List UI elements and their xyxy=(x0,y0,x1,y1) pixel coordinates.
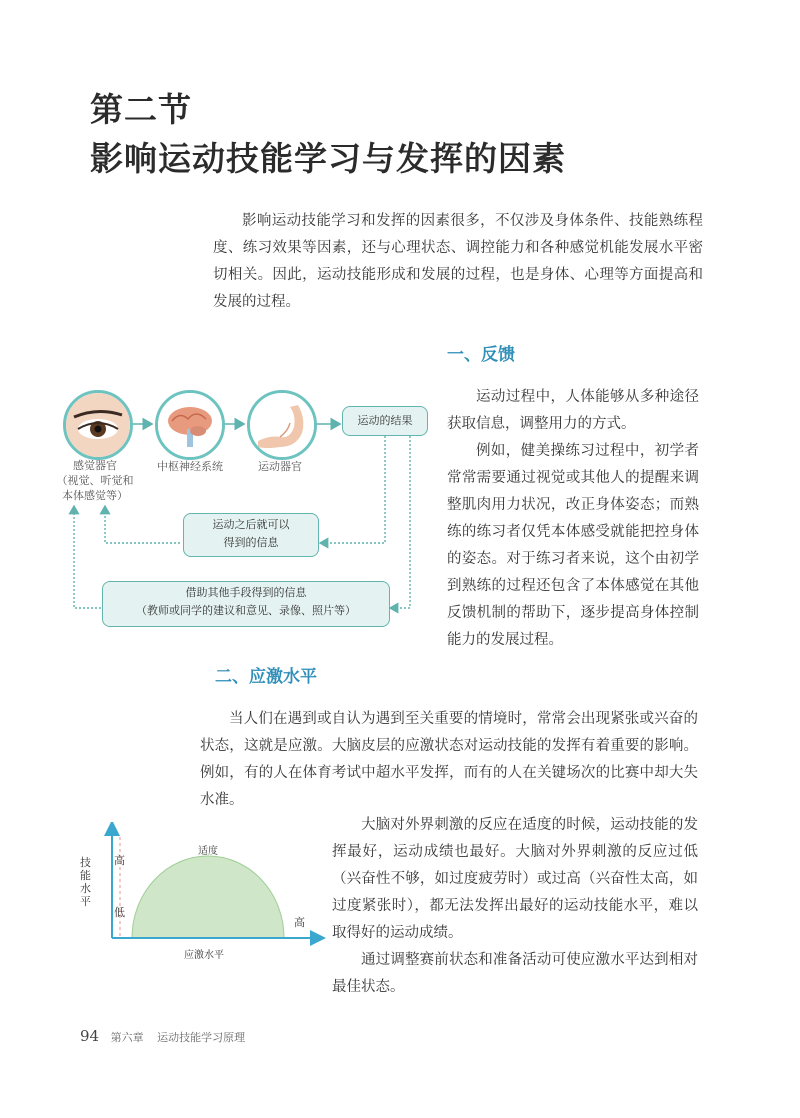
eye-icon xyxy=(63,390,133,460)
section-number: 第二节 xyxy=(90,90,192,129)
stress-curve xyxy=(132,856,284,938)
cns-label: 中枢神经系统 xyxy=(157,460,223,473)
after-info-box: 运动之后就可以 得到的信息 xyxy=(183,513,319,557)
stress-paragraph-3: 通过调整赛前状态和准备活动可使应激水平达到相对最佳状态。 xyxy=(332,952,698,995)
result-box: 运动的结果 xyxy=(342,406,428,436)
arm-muscle-icon xyxy=(247,390,317,460)
feedback-paragraph-2: 例如，健美操练习过程中，初学者常常需要通过视觉或其他人的提醒来调整肌肉用力状况，改正身体姿态；而熟练的练习者仅凭本体感受就能把控身体的姿态。对于练习者来说，这个由初学到熟练的过程还包含了本体感觉在其他反馈机制的帮助下，逐步提高身体控制能力的发展过程。 xyxy=(447,443,699,648)
brain-icon xyxy=(155,390,225,460)
stress-chart xyxy=(80,822,330,972)
y-high-label: 高 xyxy=(114,854,125,867)
feedback-paragraph-1: 运动过程中，人体能够从多种途径获取信息，调整用力的方式。 xyxy=(447,389,699,432)
x-high-label: 高 xyxy=(294,916,305,929)
feedback-paragraphs xyxy=(447,384,699,654)
section-title: 影响运动技能学习与发挥的因素 xyxy=(90,139,566,178)
page-number: 94 xyxy=(80,1027,100,1045)
y-low-label: 低 xyxy=(114,906,125,919)
stress-paragraph-1: 当人们在遇到或自认为遇到至关重要的情境时，常常会出现紧张或兴奋的状态，这就是应激。大脑皮层的应激状态对运动技能的发挥有着重要的影响。例如，有的人在体育考试中超水平发挥，而有的人在关键场次的比赛中却大失水准。 xyxy=(200,711,698,808)
feedback-heading: 一、反馈 xyxy=(447,345,515,365)
peak-label: 适度 xyxy=(198,846,218,857)
y-axis-label: 技能水平 xyxy=(80,856,91,908)
feedback-diagram xyxy=(50,378,440,638)
sensory-label: 感觉器官 （视觉、听觉和 本体感觉等） xyxy=(56,459,134,502)
chapter-number: 第六章 xyxy=(110,1031,144,1044)
page-footer xyxy=(80,1027,245,1045)
stress-paragraphs xyxy=(332,812,698,1001)
intro-paragraph: 影响运动技能学习和发挥的因素很多，不仅涉及身体条件、技能熟练程度、练习效果等因素，还与心理状态、调控能力和各种感觉机能发展水平密切相关。因此，运动技能形成和发展的过程，也是身体、心理等方面提高和发展的过程。 xyxy=(213,213,703,310)
stress-paragraph-2: 大脑对外界刺激的反应在适度的时候，运动技能的发挥最好，运动成绩也最好。大脑对外界刺激的反应过低（兴奋性不够，如过度疲劳时）或过高（兴奋性太高，如过度紧张时），都无法发挥出最好的运动技能水平，难以取得好的运动成绩。 xyxy=(332,817,698,941)
other-info-box: 借助其他手段得到的信息 （教师或同学的建议和意见、录像、照片等） xyxy=(102,581,390,627)
motor-label: 运动器官 xyxy=(258,460,302,473)
x-axis-label: 应激水平 xyxy=(184,950,224,961)
chapter-title: 运动技能学习原理 xyxy=(157,1031,246,1044)
stress-heading: 二、应激水平 xyxy=(215,667,317,687)
